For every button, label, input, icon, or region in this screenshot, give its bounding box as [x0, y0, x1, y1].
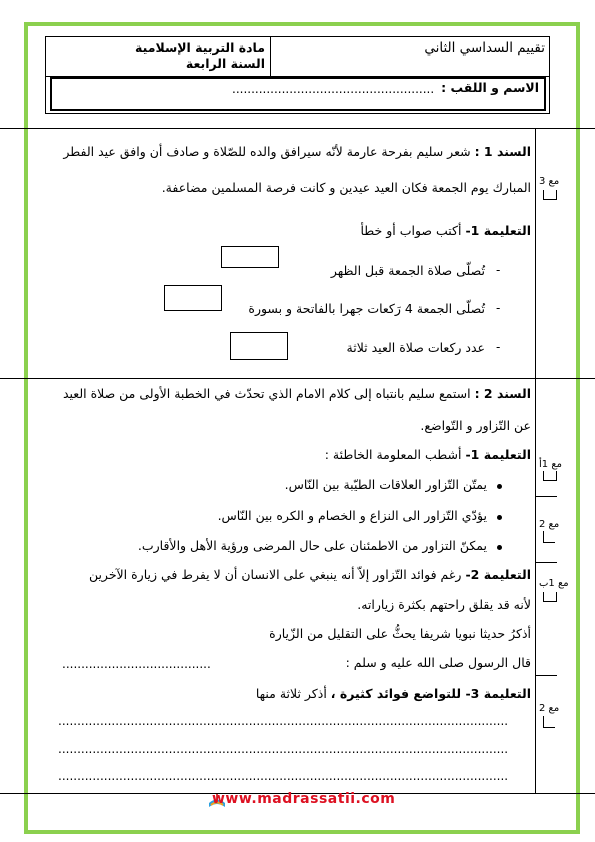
instruction2-1-text: أشطب المعلومة الخاطئة :	[324, 447, 466, 462]
margin-separator	[535, 562, 557, 563]
instruction2-3-text: للتواضع فوائد كثيرة ،	[330, 686, 466, 701]
instruction1-label: التعليمة 1-	[465, 223, 531, 238]
hadith-line: قال الرسول صلى الله عليه و سلم :	[345, 655, 531, 670]
bullet-icon	[497, 515, 502, 520]
score-bracket-side	[543, 531, 555, 543]
item-dash: -	[496, 301, 501, 315]
section-top-line	[0, 128, 595, 129]
section2-sanad	[63, 386, 531, 402]
true-false-item-3: عدد ركعات صلاة العيد ثلاثة	[346, 340, 485, 355]
instruction2-2-label: التعليمة 2-	[465, 567, 531, 582]
sanad1-label: السند 1 :	[474, 144, 531, 159]
answer-line-1[interactable]: ......................................................................................................................	[58, 714, 509, 728]
hadith-prompt: أذكرُ حديثا نبويا شريفا يحثُّ على التقليل من الزّيارة	[269, 626, 531, 641]
instruction1-text: أكتب صواب أو خطأ	[360, 223, 466, 238]
sanad1-text-line1: شعر سليم بفرحة عارمة لأنّه سيرافق والده للصّلاة و صادف أن وافق عيد الفطر	[63, 144, 475, 159]
bullet-icon	[497, 484, 502, 489]
bullet-item-3[interactable]: يمكنّ التزاور من الاطمئنان على حال المرضى ورؤية الأهل والأقارب.	[137, 538, 487, 553]
margin-mark-1b: مع 1ب	[539, 578, 569, 589]
hadith-answer-field[interactable]: .......................................	[62, 657, 211, 671]
margin-separator	[535, 496, 557, 497]
footer-url[interactable]: www.madrassatii.com	[212, 791, 396, 807]
name-label: الاسم و اللقب :	[441, 80, 539, 95]
answer-line-3[interactable]: ......................................................................................................................	[58, 769, 509, 783]
sanad1-text-line2: المبارك يوم الجمعة فكان العيد عيدين و كانت فرصة المسلمين مضاعفة.	[161, 180, 531, 195]
margin-mark-2a: مع 2	[539, 519, 560, 530]
margin-separator	[535, 675, 557, 676]
true-false-item-2: تُصلّى الجمعة 4 رَكعات جهرا بالفاتحة و بسورة	[248, 301, 485, 316]
instruction2-1-label: التعليمة 1-	[465, 447, 531, 462]
sanad2-text-line2: عن التّزاور و التّواضع.	[420, 418, 531, 433]
score-bracket	[543, 592, 557, 602]
section1-instruction	[360, 223, 531, 239]
section-divider-line	[0, 378, 595, 379]
margin-mark-1a: مع 1أ	[539, 459, 563, 470]
answer-box-1[interactable]	[221, 246, 279, 268]
section1-sanad	[63, 144, 531, 160]
instruction2-3-label: التعليمة 3-	[465, 686, 531, 701]
year-label: السنة الرابعة	[185, 56, 265, 71]
margin-mark-section1: مع 3	[539, 176, 560, 187]
bullet-item-1[interactable]: يمتّن التّزاور العلاقات الطيّبة بين النّاس.	[284, 477, 487, 492]
true-false-item-1: تُصلّى صلاة الجمعة قبل الظهر	[330, 263, 485, 278]
header-divider-vertical	[270, 36, 271, 76]
sanad2-text-line1: استمع سليم بانتباه إلى كلام الامام الذي تحدّث في الخطبة الأولى من صلاة العيد	[62, 386, 475, 401]
instruction2-3-tail: أذكر ثلاثة منها	[255, 686, 331, 701]
name-field[interactable]: .....................................................	[232, 82, 435, 96]
subject-label: مادة التربية الإسلامية	[135, 40, 265, 55]
section2-instruction2	[89, 567, 531, 583]
answer-line-2[interactable]: ......................................................................................................................	[58, 742, 509, 756]
item-dash: -	[496, 340, 501, 354]
sanad2-label: السند 2 :	[474, 386, 531, 401]
instruction2-2-text: رغم فوائد التّزاور إلاّ أنه ينبغي على الانسان أن لا يفرط في زيارة الآخرين	[88, 567, 466, 582]
bullet-item-2[interactable]: يؤدّي التّزاور الى النزاع و الخصام و الكره بين النّاس.	[217, 508, 487, 523]
section2-instruction3	[256, 686, 531, 702]
item-dash: -	[496, 263, 501, 277]
margin-column-line	[535, 128, 536, 793]
section2-instruction1	[325, 447, 531, 463]
bullet-icon	[497, 545, 502, 550]
exam-title: تقييم السداسي الثاني	[424, 40, 545, 56]
answer-box-3[interactable]	[230, 332, 288, 360]
score-bracket	[543, 471, 557, 481]
instruction2-2-line2: لأنه قد يقلق راحتهم بكثرة زياراته.	[357, 597, 531, 612]
score-bracket-side	[543, 716, 555, 728]
score-bracket	[543, 190, 557, 200]
answer-box-2[interactable]	[164, 285, 222, 311]
margin-mark-2b: مع 2	[539, 703, 560, 714]
